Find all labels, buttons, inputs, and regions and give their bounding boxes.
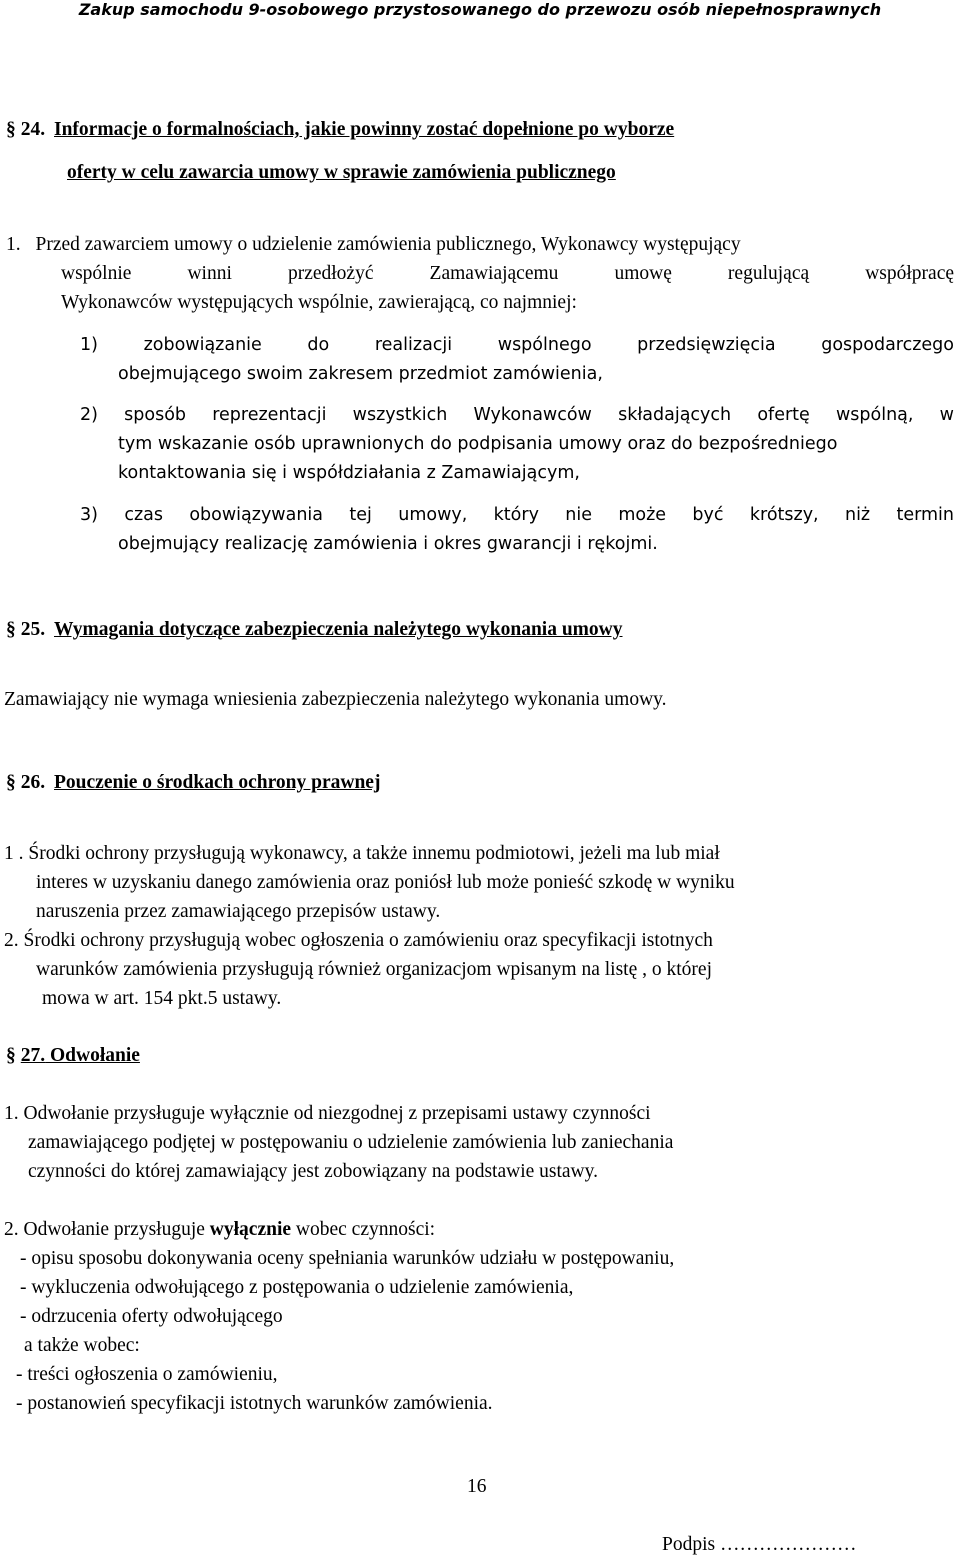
s26-p1-line2: interes w uzyskaniu danego zamówienia oraz poniósł lub może ponieść szkodę w wyniku: [36, 872, 735, 893]
s27-p1-line3: czynności do której zamawiający jest zobowiązany na podstawie ustawy.: [28, 1161, 598, 1182]
section-title: Wymagania dotyczące zabezpieczenia należytego wykonania umowy: [54, 619, 623, 640]
section-number: 25.: [20, 619, 46, 640]
s27-also-label: a także wobec:: [24, 1335, 140, 1356]
section-title: Odwołanie: [45, 1045, 140, 1066]
s27-dash-item-3: - odrzucenia oferty odwołującego: [20, 1306, 283, 1327]
section-title: Informacje o formalnościach, jakie powinny zostać dopełnione po wyborze: [54, 119, 675, 140]
page-number: 16: [467, 1476, 487, 1497]
s26-p2-line3: mowa w art. 154 pkt.5 ustawy.: [42, 988, 282, 1009]
s27-p1-line1: 1. Odwołanie przysługuje wyłącznie od niezgodnej z przepisami ustawy czynności: [4, 1103, 651, 1124]
s27-dash-item-1: - opisu sposobu dokonywania oceny spełniania warunków udziału w postępowaniu,: [20, 1248, 675, 1269]
s27-dash-item-5: - postanowień specyfikacji istotnych warunków zamówienia.: [16, 1393, 493, 1414]
section-sign: §: [6, 619, 16, 640]
signature-line: Podpis …………………: [662, 1534, 857, 1555]
section-number: 26.: [20, 772, 46, 793]
s24-item3-line1: 3) czas obowiązywania tej umowy, który nie może być krótszy, niż termin: [80, 505, 954, 525]
section-number: 24.: [20, 119, 46, 140]
section-title: Pouczenie o środkach ochrony prawnej: [54, 772, 381, 793]
section-number: 27.: [20, 1045, 46, 1066]
s26-p2-line2: warunków zamówienia przysługują również organizacjom wpisanym na listę , o której: [36, 959, 712, 980]
s24-p1-line3: Wykonawców występujących wspólnie, zawierającą, co najmniej:: [61, 292, 577, 313]
s24-item2-line2: tym wskazanie osób uprawnionych do podpisania umowy oraz do bezpośredniego: [118, 434, 838, 454]
s24-item1-line2: obejmującego swoim zakresem przedmiot zamówienia,: [118, 364, 603, 384]
s24-item2-line1: 2) sposób reprezentacji wszystkich Wykonawców składających ofertę wspólną, w: [80, 405, 954, 425]
section-sign: §: [6, 119, 16, 140]
s25-text: Zamawiający nie wymaga wniesienia zabezpieczenia należytego wykonania umowy.: [4, 689, 667, 710]
s27-dash-item-4: - treści ogłoszenia o zamówieniu,: [16, 1364, 278, 1385]
s24-item2-line3: kontaktowania się i współdziałania z Zamawiającym,: [118, 463, 580, 483]
section-25-heading: [6, 620, 623, 640]
section-sign: §: [6, 772, 16, 793]
running-header: Zakup samochodu 9-osobowego przystosowanego do przewozu osób niepełnosprawnych: [78, 0, 882, 19]
s24-p1-line1: [6, 235, 741, 255]
s27-p1-line2: zamawiającego podjętej w postępowaniu o udzielenie zamówienia lub zaniechania: [28, 1132, 674, 1153]
s27-dash-item-2: - wykluczenia odwołującego z postępowania o udzielenie zamówienia,: [20, 1277, 574, 1298]
p2-text-bold: wyłącznie: [209, 1219, 292, 1240]
s27-p2-line1: [4, 1220, 435, 1240]
section-sign: §: [6, 1045, 16, 1066]
s26-p2-line1: 2. Środki ochrony przysługują wobec ogłoszenia o zamówieniu oraz specyfikacji istotnych: [4, 930, 713, 951]
p2-text-pre: 2. Odwołanie przysługuje: [4, 1219, 210, 1240]
section-26-heading: [6, 773, 380, 793]
paragraph-text: Przed zawarciem umowy o udzielenie zamówienia publicznego, Wykonawcy występujący: [35, 234, 741, 255]
section-27-heading: [6, 1046, 140, 1066]
s26-p1-line1: 1 . Środki ochrony przysługują wykonawcy, a także innemu podmiotowi, jeżeli ma lub miał: [4, 843, 720, 864]
s24-item3-line2: obejmujący realizację zamówienia i okres gwarancji i rękojmi.: [118, 534, 658, 554]
p2-text-post: wobec czynności:: [291, 1219, 436, 1240]
s24-item1-line1: 1) zobowiązanie do realizacji wspólnego przedsięwzięcia gospodarczego: [80, 335, 954, 355]
s26-p1-line3: naruszenia przez zamawiającego przepisów ustawy.: [36, 901, 441, 922]
section-24-title-line2: oferty w celu zawarcia umowy w sprawie zamówienia publicznego: [67, 162, 616, 183]
section-24-heading: [6, 120, 674, 140]
s24-p1-line2: wspólnie winni przedłożyć Zamawiającemu umowę regulującą współpracę: [61, 263, 954, 284]
paragraph-number: 1.: [6, 234, 21, 255]
